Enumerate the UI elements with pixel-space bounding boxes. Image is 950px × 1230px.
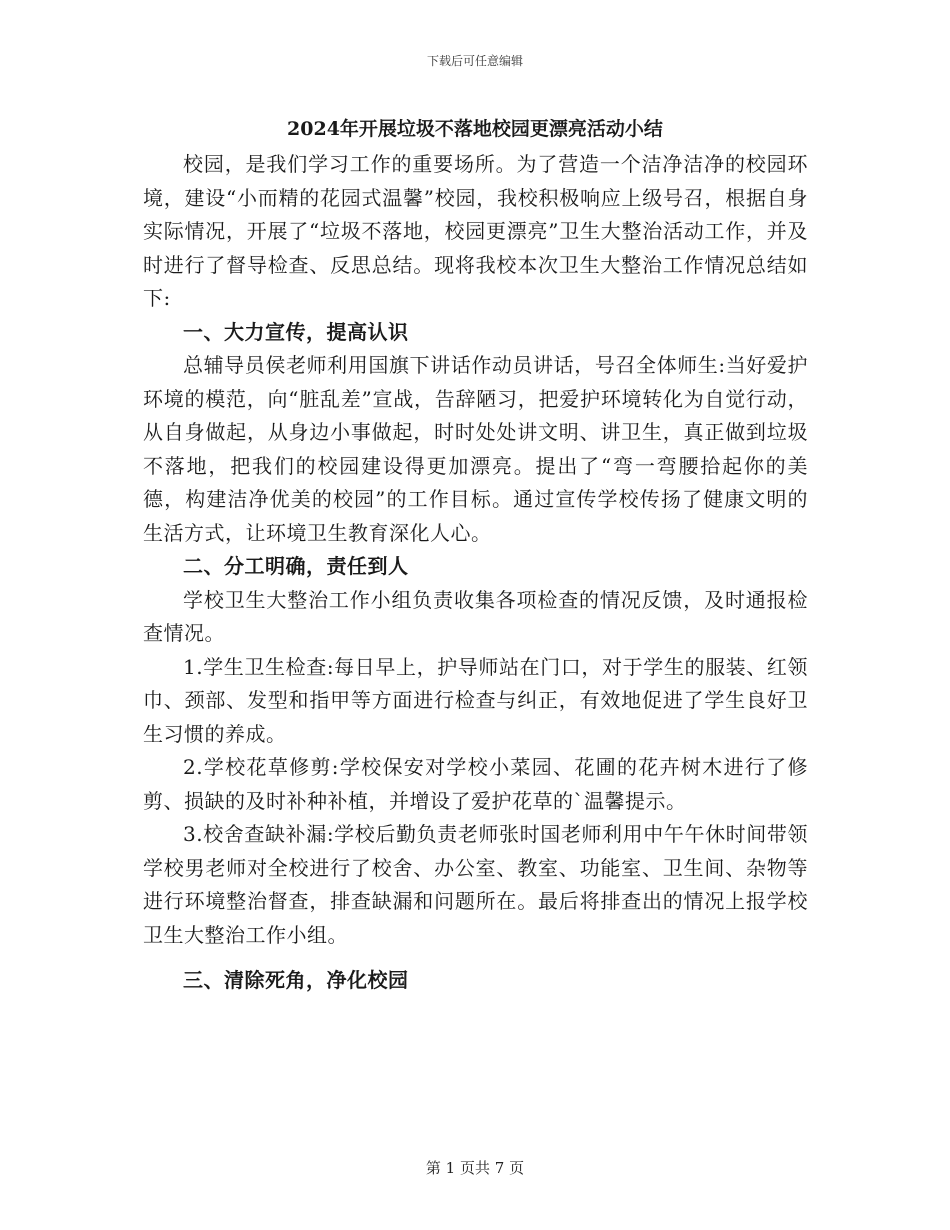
section-heading-2: 二、分工明确，责任到人	[183, 554, 409, 578]
document-body	[143, 148, 808, 998]
document-title: 2024年开展垃圾不落地校园更漂亮活动小结	[287, 118, 663, 140]
section-2-item-3: 3.校舍查缺补漏:学校后勤负责老师张时国老师利用中午午休时间带领学校男老师对全校进行了校舍、办公室、教室、功能室、卫生间、杂物等进行环境整治督查，排查缺漏和问题所在。最后将排查出的情况上报学校卫生大整治工作小组。	[143, 822, 808, 947]
header-note: 下载后可任意编辑	[426, 54, 523, 68]
section-2-paragraph-1: 学校卫生大整治工作小组负责收集各项检查的情况反馈，及时通报检查情况。	[143, 587, 808, 645]
section-heading-3: 三、清除死角，净化校园	[183, 968, 409, 992]
section-heading-1: 一、大力宣传，提高认识	[183, 319, 409, 344]
intro-paragraph: 校园，是我们学习工作的重要场所。为了营造一个洁净洁净的校园环境，建设“小而精的花园式温馨”校园，我校积极响应上级号召，根据自身实际情况，开展了“垃圾不落地，校园更漂亮”卫生大整治活动工作，并及时进行了督导检查、反思总结。现将我校本次卫生大整治工作情况总结如下:	[143, 152, 808, 310]
page-number: 第 1 页共 7 页	[425, 1159, 525, 1177]
section-2-item-1: 1.学生卫生检查:每日早上，护导师站在门口，对于学生的服装、红领巾、颈部、发型和指甲等方面进行检查与纠正，有效地促进了学生良好卫生习惯的养成。	[143, 654, 808, 746]
section-1-paragraph-1: 总辅导员侯老师利用国旗下讲话作动员讲话，号召全体师生:当好爱护环境的模范，向“脏乱差”宣战，告辞陋习，把爱护环境转化为自觉行动，从自身做起，从身边小事做起，时时处处讲文明、讲卫生，真正做到垃圾不落地，把我们的校园建设得更加漂亮。提出了“弯一弯腰拾起你的美德，构建洁净优美的校园”的工作目标。通过宣传学校传扬了健康文明的生活方式，让环境卫生教育深化人心。	[143, 353, 808, 545]
section-2-item-2: 2.学校花草修剪:学校保安对学校小菜园、花圃的花卉树木进行了修剪、损缺的及时补种补植，并增设了爱护花草的`温馨提示。	[143, 755, 808, 813]
